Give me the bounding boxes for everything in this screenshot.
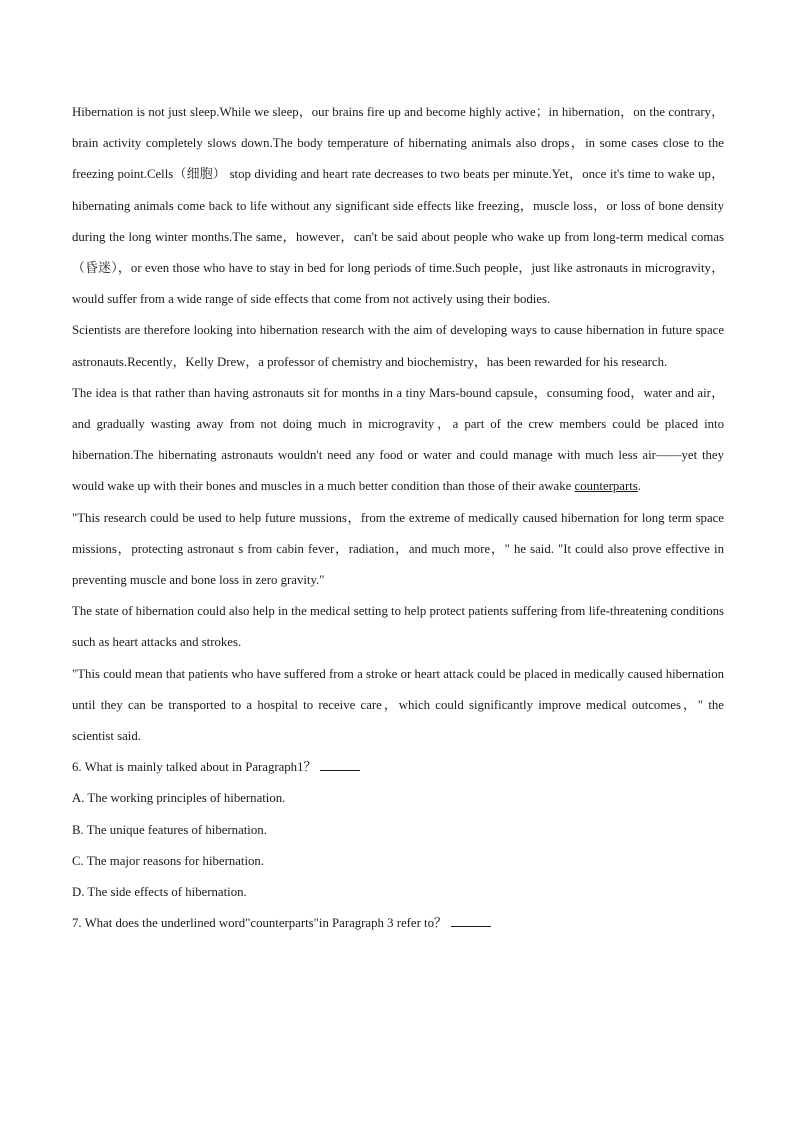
question-7-stem: 7. What does the underlined word"counterparts"in Paragraph 3 refer to？ [72, 916, 447, 931]
question-7 [72, 908, 724, 939]
paragraph-6: "This could mean that patients who have suffered from a stroke or heart attack could be placed in medically caused hibernation until they can be transported to a hospital to receive care，which could significantly improve medical outcomes，" the scientist said. [72, 666, 724, 744]
option-a: A. The working principles of hibernation. [72, 791, 286, 806]
answer-blank-6 [320, 758, 360, 771]
option-b: B. The unique features of hibernation. [72, 822, 267, 837]
paragraph-5: The state of hibernation could also help in the medical setting to help protect patients suffering from life-threatening conditions such as heart attacks and strokes. [72, 604, 724, 650]
option-d: D. The side effects of hibernation. [72, 885, 247, 900]
answer-blank-7 [451, 914, 491, 927]
paragraph-2: Scientists are therefore looking into hibernation research with the aim of developing ways to cause hibernation in future space astronauts.Recently，Kelly Drew，a professor of chemistry and biochemistry，has been rewarded for his research. [72, 323, 724, 369]
underlined-word: counterparts [574, 479, 638, 494]
document-page [72, 97, 724, 939]
paragraph-3-text: The idea is that rather than having astronauts sit for months in a tiny Mars-bound capsule，consuming food，water and air，and gradually wasting away from not doing much in microgravity，a part of the crew members could be placed into hibernation.The hibernating astronauts wouldn't need any food or water and could manage with much less air——yet they would wake up with their bones and muscles in a much better condition than those of their awake [72, 385, 724, 494]
paragraph-3-end: . [637, 479, 641, 494]
option-c: C. The major reasons for hibernation. [72, 853, 265, 868]
paragraph-1: Hibernation is not just sleep.While we sleep，our brains fire up and become highly active；in hibernation，on the contrary，brain activity completely slows down.The body temperature of hibernating animals also drops，in some cases close to the freezing point.Cells（细胞） stop dividing and heart rate decreases to two beats per minute.Yet，once it's time to wake up，hibernating animals come back to life without any significant side effects like freezing，muscle loss，or loss of bone density during the long winter months.The same，however，can't be said about people who wake up from long-term medical comas（昏迷），or even those who have to stay in bed for long periods of time.Such people，just like astronauts in microgravity，would suffer from a wide range of side effects that come from not actively using their bodies. [72, 105, 724, 307]
paragraph-4: "This research could be used to help future mussions，from the extreme of medically caused hibernation for long term space missions，protecting astronaut s from cabin fever，radiation，and much more，" he said. "It could also prove effective in preventing muscle and bone loss in zero gravity." [72, 510, 724, 588]
question-6-stem: 6. What is mainly talked about in Paragraph1？ [72, 760, 317, 775]
question-6 [72, 752, 724, 783]
paragraph-3 [72, 378, 724, 503]
